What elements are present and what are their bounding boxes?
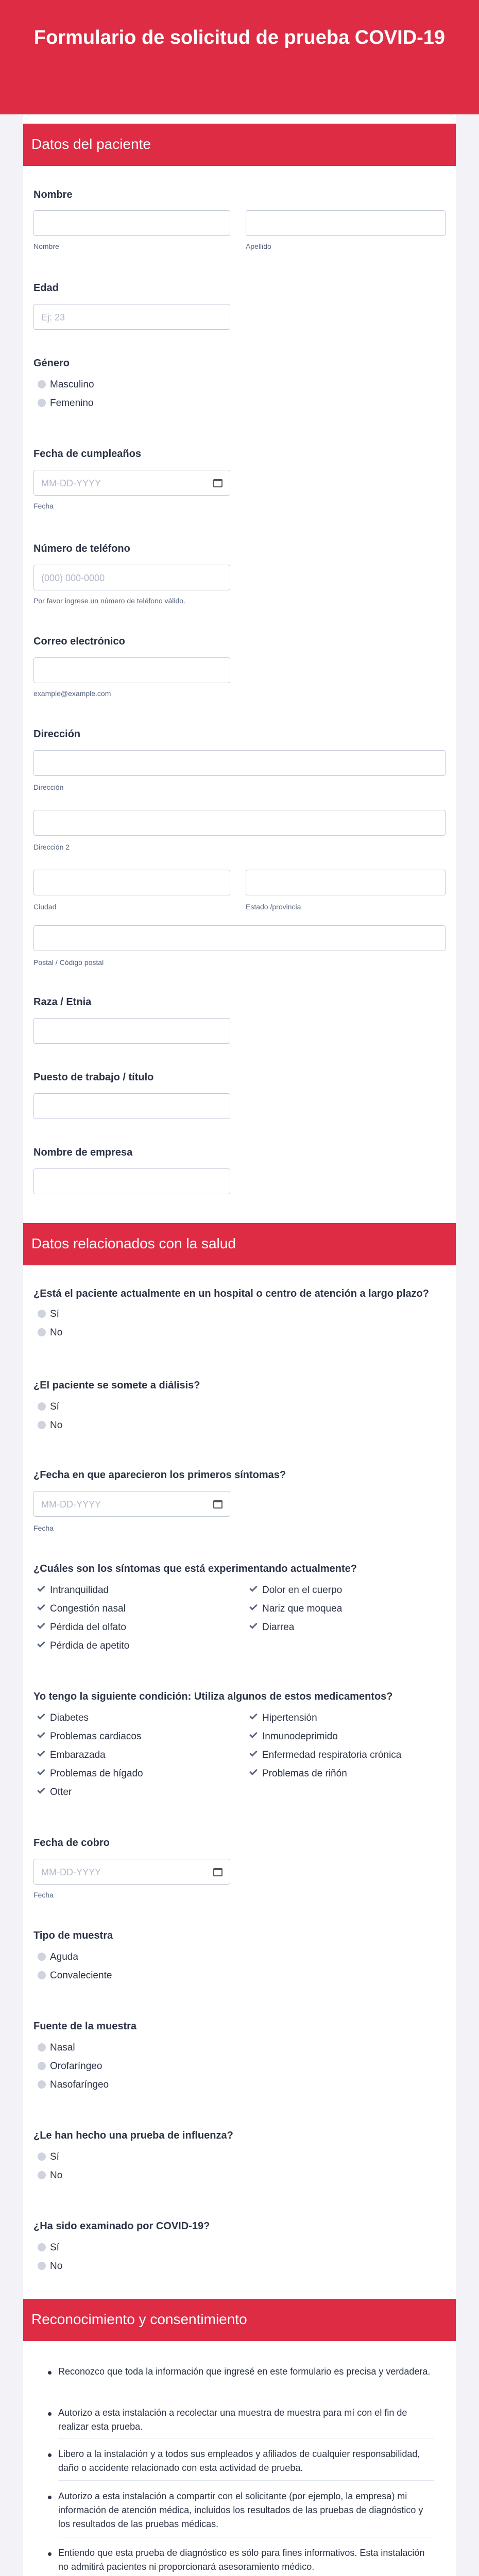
- postal-sublabel: Postal / Código postal: [33, 958, 104, 967]
- section-title: Datos relacionados con la salud: [31, 1235, 236, 1251]
- check-icon[interactable]: [249, 1767, 258, 1775]
- radio-source-oro[interactable]: [38, 2062, 46, 2070]
- state-input[interactable]: [246, 870, 446, 895]
- gender-label: Género: [33, 358, 70, 369]
- consent-text: Libero a la instalación y a todos sus empleados y afiliados de cualquier responsabilidad, daño o accidente relacionado con esta actividad de prueba.: [58, 2449, 420, 2473]
- radio-label: Orofaríngeo: [50, 2061, 102, 2072]
- radio-label-male: Masculino: [50, 379, 94, 390]
- check-icon[interactable]: [37, 1584, 45, 1592]
- check-icon[interactable]: [249, 1621, 258, 1629]
- condition-option: Hipertensión: [262, 1713, 317, 1723]
- calendar-icon[interactable]: [213, 1868, 223, 1876]
- radio-label-female: Femenino: [50, 398, 94, 409]
- bullet: [48, 2496, 52, 2499]
- q-hospital-label: ¿Está el paciente actualmente en un hospital o centro de atención a largo plazo?: [33, 1288, 429, 1299]
- email-input[interactable]: [33, 657, 230, 683]
- job-input[interactable]: [33, 1093, 230, 1119]
- radio-label-yes: Sí: [50, 1401, 59, 1412]
- radio-label-no: No: [50, 1420, 63, 1431]
- radio-male[interactable]: [38, 380, 46, 388]
- symptom-date-input[interactable]: [33, 1491, 230, 1517]
- symptom-option: Intranquilidad: [50, 1585, 109, 1596]
- radio-label: Aguda: [50, 1952, 78, 1962]
- consent-text: Reconozco que toda la información que ingresé en este formulario es precisa y verdadera.: [58, 2366, 431, 2377]
- form-title: Formulario de solicitud de prueba COVID-19: [33, 27, 446, 48]
- check-icon[interactable]: [249, 1711, 258, 1720]
- email-sublabel: example@example.com: [33, 689, 111, 698]
- consent-text: Entiendo que esta prueba de diagnóstico es sólo para fines informativos. Esta instalación no admitirá pacientes ni proporcionará asesoramiento médico.: [58, 2548, 425, 2572]
- symptom-option: Pérdida de apetito: [50, 1640, 130, 1651]
- radio-label: Nasofaríngeo: [50, 2079, 109, 2090]
- radio-flu-yes[interactable]: [38, 2153, 46, 2161]
- condition-option: Embarazada: [50, 1750, 106, 1760]
- section-header-health: [23, 1223, 456, 1265]
- radio-label-no: No: [50, 1327, 63, 1338]
- company-label: Nombre de empresa: [33, 1147, 133, 1158]
- birthday-placeholder: MM-DD-YYYY: [41, 478, 101, 488]
- condition-option: Problemas cardiacos: [50, 1731, 142, 1742]
- check-icon[interactable]: [37, 1639, 45, 1648]
- check-icon[interactable]: [37, 1749, 45, 1757]
- bullet: [48, 2552, 52, 2556]
- radio-female[interactable]: [38, 399, 46, 407]
- address-line2-sublabel: Dirección 2: [33, 843, 70, 851]
- check-icon[interactable]: [37, 1711, 45, 1720]
- radio-dialysis-no[interactable]: [38, 1421, 46, 1429]
- radio-label-yes: Sí: [50, 1309, 59, 1319]
- radio-sample-convalescent[interactable]: [38, 1971, 46, 1979]
- q-covid-tested-label: ¿Ha sido examinado por COVID-19?: [33, 2221, 210, 2232]
- age-label: Edad: [33, 282, 59, 294]
- symptom-option: Dolor en el cuerpo: [262, 1585, 343, 1596]
- section-title: Datos del paciente: [31, 136, 151, 152]
- symptom-option: Diarrea: [262, 1622, 295, 1633]
- radio-hospital-no[interactable]: [38, 1328, 46, 1336]
- section-header-patient: [23, 124, 456, 166]
- email-label: Correo electrónico: [33, 636, 125, 647]
- condition-option: Problemas de hígado: [50, 1768, 143, 1779]
- bullet: [48, 2412, 52, 2416]
- birthday-label: Fecha de cumpleaños: [33, 448, 141, 460]
- check-icon[interactable]: [249, 1602, 258, 1611]
- symptom-option: Nariz que moquea: [262, 1603, 343, 1614]
- radio-label-yes: Sí: [50, 2242, 59, 2253]
- bullet: [48, 2453, 52, 2457]
- radio-sample-acute[interactable]: [38, 1953, 46, 1961]
- birthday-sublabel: Fecha: [33, 502, 54, 510]
- form-card: [23, 114, 456, 2576]
- section-header-consent: [23, 2299, 456, 2341]
- collection-date-input[interactable]: [33, 1859, 230, 1885]
- q-source-label: Fuente de la muestra: [33, 2021, 137, 2032]
- radio-label-no: No: [50, 2261, 63, 2272]
- radio-dialysis-yes[interactable]: [38, 1402, 46, 1411]
- state-sublabel: Estado /provincia: [246, 903, 301, 911]
- city-sublabel: Ciudad: [33, 903, 57, 911]
- condition-option: Enfermedad respiratoria crónica: [262, 1750, 402, 1760]
- address-label: Dirección: [33, 728, 81, 740]
- consent-text: Autorizo a esta instalación a recolectar una muestra de muestra para mí con el fin de realizar esta prueba.: [58, 2408, 407, 2432]
- q-sample-type-label: Tipo de muestra: [33, 1930, 113, 1941]
- condition-option: Otter: [50, 1787, 72, 1798]
- q-influenza-label: ¿Le han hecho una prueba de influenza?: [33, 2130, 233, 2141]
- birthday-input[interactable]: [33, 470, 230, 496]
- radio-covid-no[interactable]: [38, 2262, 46, 2270]
- radio-label-yes: Sí: [50, 2151, 59, 2162]
- first-name-sublabel: Nombre: [33, 242, 59, 250]
- q-symptom-date-label: ¿Fecha en que aparecieron los primeros síntomas?: [33, 1469, 286, 1481]
- last-name-input[interactable]: [246, 210, 446, 236]
- radio-label-no: No: [50, 2170, 63, 2181]
- phone-input[interactable]: [33, 565, 230, 590]
- bullet: [48, 2371, 52, 2375]
- first-name-input[interactable]: [33, 210, 230, 236]
- radio-label: Convaleciente: [50, 1970, 112, 1981]
- radio-covid-yes[interactable]: [38, 2243, 46, 2251]
- last-name-sublabel: Apellido: [246, 242, 271, 250]
- condition-option: Inmunodeprimido: [262, 1731, 338, 1742]
- check-icon[interactable]: [249, 1749, 258, 1757]
- address-line1-sublabel: Dirección: [33, 783, 64, 791]
- phone-placeholder: (000) 000-0000: [41, 573, 105, 583]
- age-placeholder: Ej: 23: [41, 312, 65, 323]
- calendar-icon[interactable]: [213, 479, 223, 487]
- date-placeholder: MM-DD-YYYY: [41, 1867, 101, 1877]
- radio-flu-no[interactable]: [38, 2171, 46, 2179]
- consent-text: Autorizo a esta instalación a compartir con el solicitante (por ejemplo, la empresa) mi información de atención médica, incluidos los resultados de las pruebas de diagnóstico y los resultados de las pruebas médicas.: [58, 2491, 423, 2529]
- symptom-option: Pérdida del olfato: [50, 1622, 126, 1633]
- date-sublabel: Fecha: [33, 1891, 54, 1899]
- date-sublabel: Fecha: [33, 1524, 54, 1532]
- check-icon[interactable]: [37, 1621, 45, 1629]
- form-header: [0, 0, 479, 114]
- divider: [58, 2480, 434, 2481]
- race-label: Raza / Etnia: [33, 996, 92, 1008]
- radio-hospital-yes[interactable]: [38, 1310, 46, 1318]
- check-icon[interactable]: [37, 1767, 45, 1775]
- radio-label: Nasal: [50, 2042, 75, 2053]
- date-placeholder: MM-DD-YYYY: [41, 1499, 101, 1510]
- section-title: Reconocimiento y consentimiento: [31, 2311, 247, 2327]
- radio-source-nasal[interactable]: [38, 2043, 46, 2052]
- address-line2-input[interactable]: [33, 810, 446, 836]
- address-line1-input[interactable]: [33, 750, 446, 776]
- condition-option: Problemas de riñón: [262, 1768, 347, 1779]
- q-symptoms-label: ¿Cuáles son los síntomas que está experimentando actualmente?: [33, 1563, 357, 1574]
- name-label: Nombre: [33, 189, 73, 200]
- q-conditions-label: Yo tengo la siguiente condición: Utiliza algunos de estos medicamentos?: [33, 1691, 393, 1702]
- age-input[interactable]: [33, 304, 230, 330]
- check-icon[interactable]: [249, 1584, 258, 1592]
- check-icon[interactable]: [37, 1602, 45, 1611]
- check-icon[interactable]: [37, 1730, 45, 1738]
- condition-option: Diabetes: [50, 1713, 89, 1723]
- phone-sublabel: Por favor ingrese un número de teléfono válido.: [33, 597, 185, 605]
- phone-label: Número de teléfono: [33, 543, 130, 554]
- company-input[interactable]: [33, 1168, 230, 1194]
- city-input[interactable]: [33, 870, 230, 895]
- check-icon[interactable]: [37, 1786, 45, 1794]
- radio-source-naso[interactable]: [38, 2080, 46, 2089]
- calendar-icon[interactable]: [213, 1500, 223, 1509]
- symptom-option: Congestión nasal: [50, 1603, 126, 1614]
- q-collection-date-label: Fecha de cobro: [33, 1837, 110, 1849]
- q-dialysis-label: ¿El paciente se somete a diálisis?: [33, 1380, 200, 1391]
- check-icon[interactable]: [249, 1730, 258, 1738]
- race-input[interactable]: [33, 1018, 230, 1044]
- postal-input[interactable]: [33, 925, 446, 951]
- job-label: Puesto de trabajo / título: [33, 1072, 154, 1083]
